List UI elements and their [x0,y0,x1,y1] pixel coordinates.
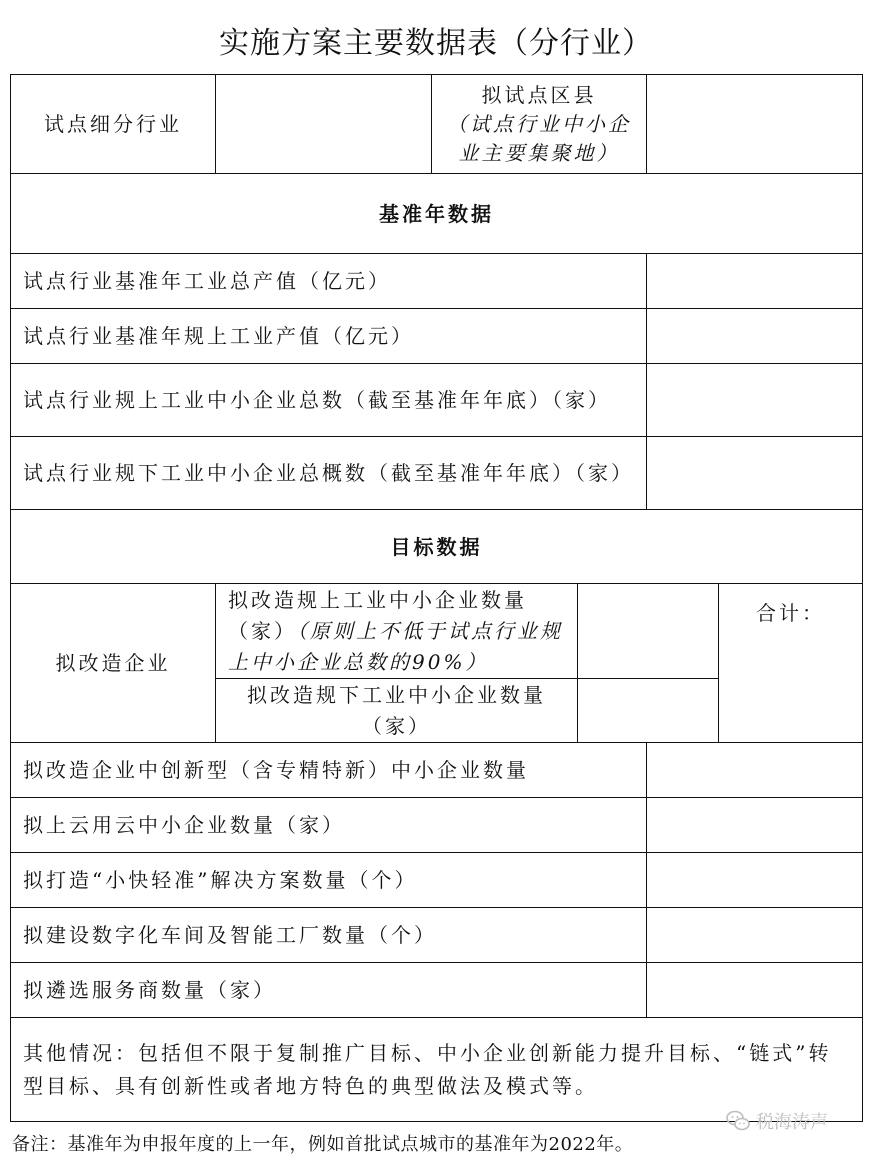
target-row-value[interactable] [647,963,863,1018]
wechat-icon [726,1110,750,1132]
target-row-label: 拟打造“小快轻准”解决方案数量（个） [11,853,647,908]
target-row-value[interactable] [647,908,863,963]
baseline-row-label: 试点行业基准年工业总产值（亿元） [11,254,647,309]
district-label-cell [432,75,647,174]
above-scale-label: 拟改造规上工业中小企业数量（家） [228,587,527,643]
district-value-cell[interactable] [647,75,863,174]
below-scale-value[interactable] [578,679,719,743]
target-row-label: 拟上云用云中小企业数量（家） [11,798,647,853]
target-row-label: 拟改造企业中创新型（含专精特新）中小企业数量 [11,743,647,798]
above-scale-value[interactable] [578,584,719,679]
target-row-value[interactable] [647,743,863,798]
district-sub: （试点行业中小企业主要集聚地） [447,111,631,165]
baseline-row-label: 试点行业规下工业中小企业总概数（截至基准年年底）（家） [11,437,647,510]
baseline-row-label: 试点行业基准年规上工业产值（亿元） [11,309,647,364]
reform-label: 拟改造企业 [11,584,216,743]
data-table [10,74,863,1122]
baseline-row-value[interactable] [647,254,863,309]
above-scale-cell [216,584,578,679]
baseline-row-value[interactable] [647,437,863,510]
baseline-heading: 基准年数据 [11,174,863,254]
industry-label: 试点细分行业 [11,75,216,174]
target-heading: 目标数据 [11,510,863,584]
target-row-label: 拟建设数字化车间及智能工厂数量（个） [11,908,647,963]
footnote: 备注：基准年为申报年度的上一年，例如首批试点城市的基准年为2022年。 [12,1134,634,1155]
below-scale-label: 拟改造规下工业中小企业数量（家） [216,679,578,743]
target-row-label: 拟遴选服务商数量（家） [11,963,647,1018]
target-row-value[interactable] [647,853,863,908]
target-row-value[interactable] [647,798,863,853]
baseline-row-value[interactable] [647,364,863,437]
district-label: 拟试点区县 [481,82,597,107]
other-notes[interactable]: 其他情况：包括但不限于复制推广目标、中小企业创新能力提升目标、“链式”转型目标、具有创新性或者地方特色的典型做法及模式等。 [11,1018,863,1122]
watermark-text: 税海涛声 [756,1112,828,1133]
total-cell[interactable] [719,584,863,743]
industry-value-cell[interactable] [216,75,432,174]
watermark [726,1108,828,1134]
baseline-row-value[interactable] [647,309,863,364]
page-title: 实施方案主要数据表（分行业） [219,26,653,61]
baseline-row-label: 试点行业规上工业中小企业总数（截至基准年年底）（家） [11,364,647,437]
above-scale-note: （原则上不低于试点行业规上中小企业总数的90%） [228,618,563,674]
total-label: 合计： [756,601,825,625]
